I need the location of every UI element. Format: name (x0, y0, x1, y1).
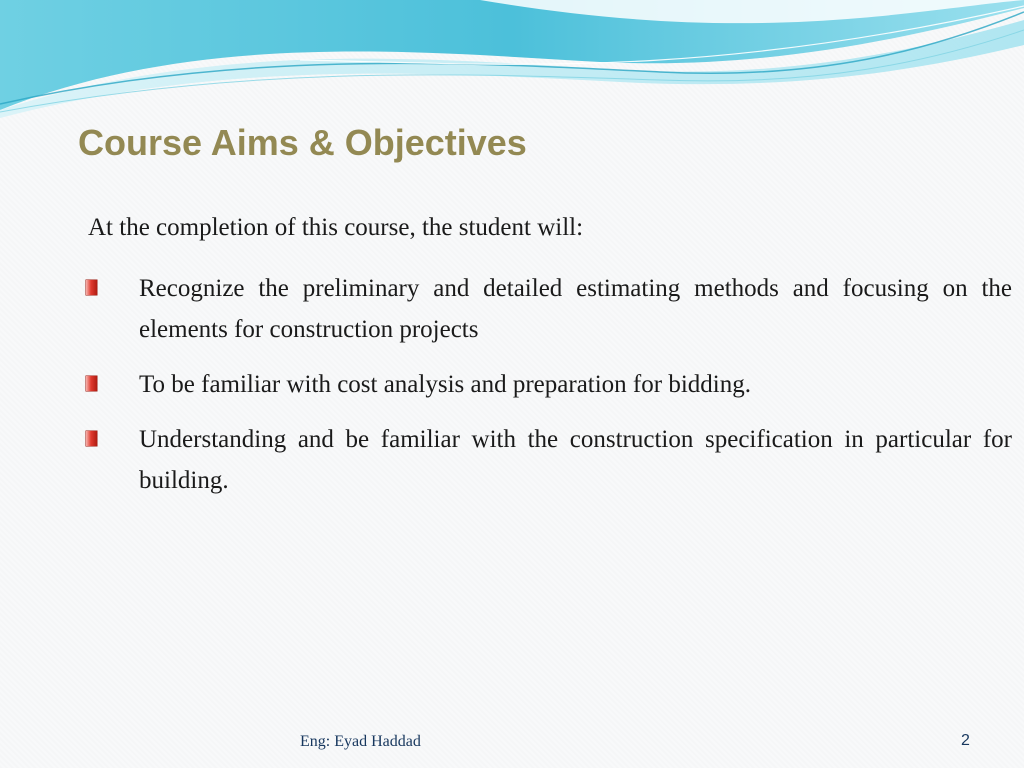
bullet-square-icon (86, 431, 97, 446)
bullet-list (86, 268, 1012, 515)
list-item (86, 268, 1012, 350)
header-wave-decoration (0, 0, 1024, 130)
bullet-text: Understanding and be familiar with the construction specification in particular for building. (139, 426, 1012, 494)
slide-title: Course Aims & Objectives (78, 122, 527, 163)
bullet-square-icon (86, 280, 97, 295)
list-item (86, 364, 1012, 405)
bullet-square-icon (86, 376, 97, 391)
intro-text: At the completion of this course, the student will: (88, 214, 584, 241)
list-item (86, 419, 1012, 501)
bullet-text: To be familiar with cost analysis and preparation for bidding. (139, 371, 751, 398)
page-number: 2 (961, 732, 970, 749)
footer-author: Eng: Eyad Haddad (300, 733, 421, 750)
bullet-text: Recognize the preliminary and detailed estimating methods and focusing on the elements for construction projects (139, 275, 1012, 343)
